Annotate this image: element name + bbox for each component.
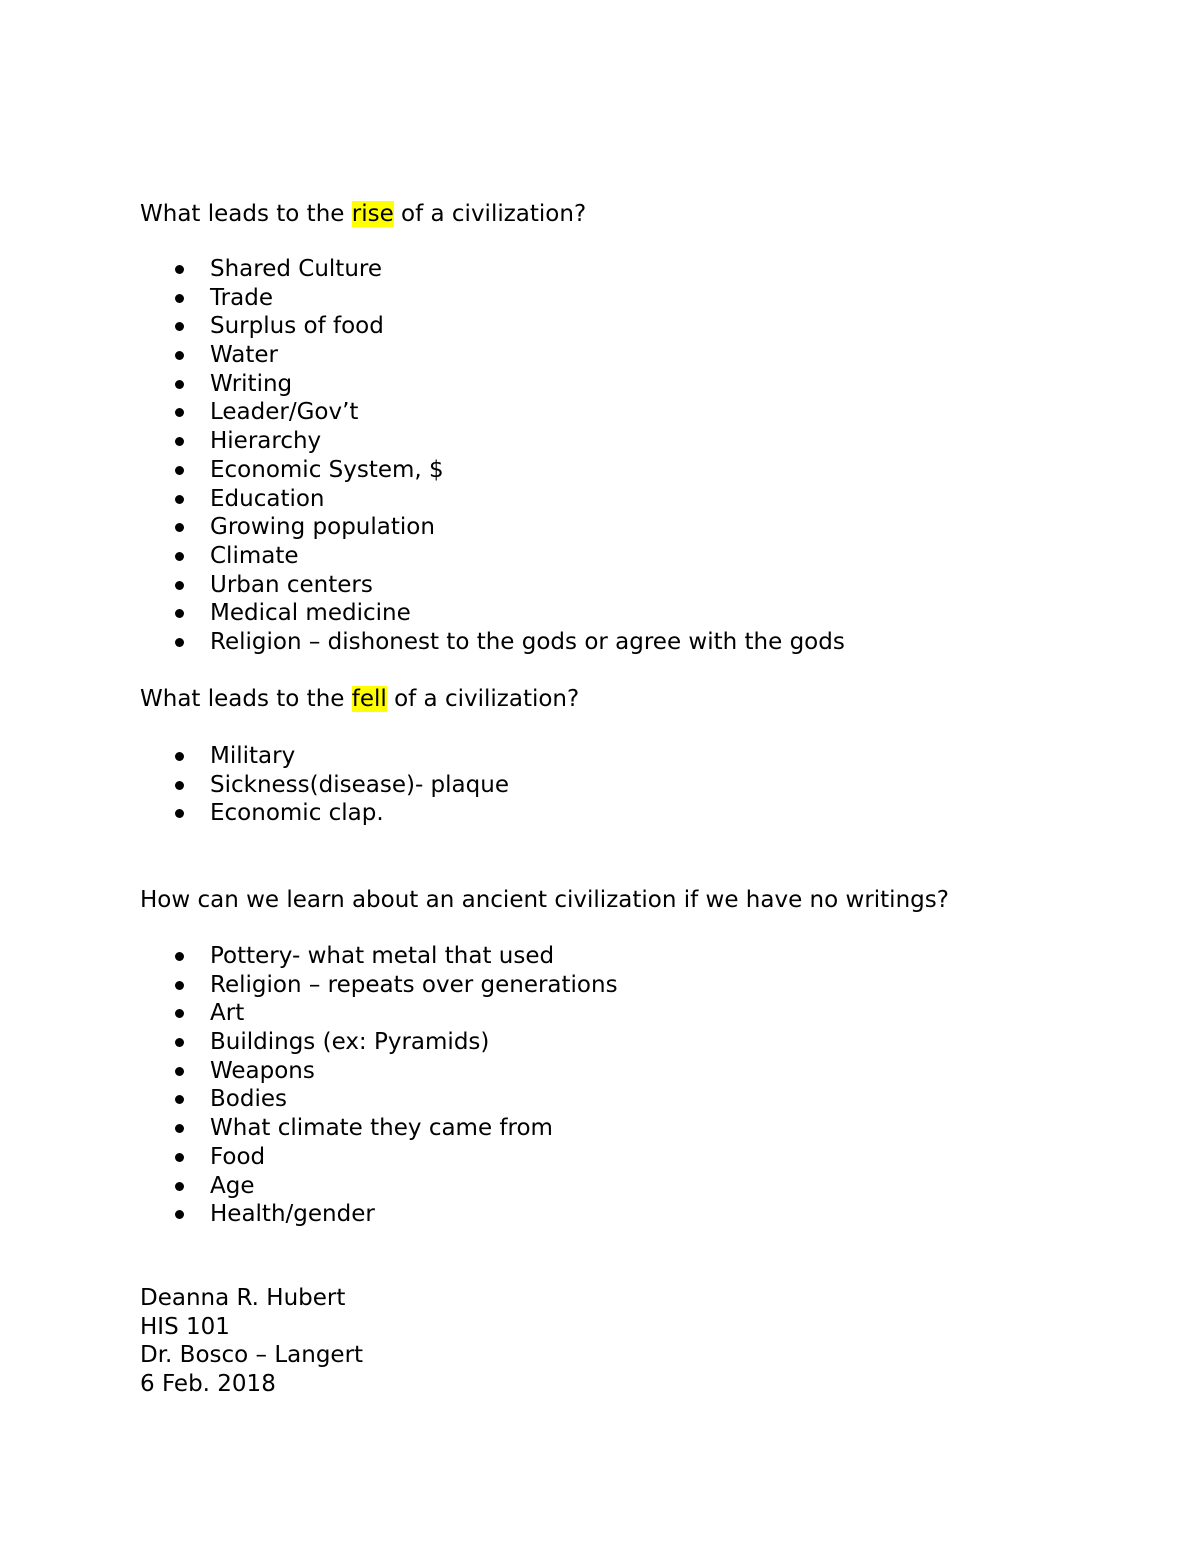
- list-item-text: Religion – repeats over generations: [210, 971, 618, 998]
- bullet-icon: [175, 609, 184, 618]
- rise-question-prefix: What leads to the: [140, 201, 352, 227]
- learn-list: [0, 942, 618, 1229]
- list-item: [0, 1028, 618, 1057]
- instructor-name: Dr. Bosco – Langert: [140, 1342, 364, 1368]
- list-item-text: Surplus of food: [210, 313, 384, 340]
- list-item: [0, 1085, 618, 1114]
- list-item-text: Growing population: [210, 514, 435, 541]
- list-item-text: What climate they came from: [210, 1115, 553, 1142]
- fall-question-prefix: What leads to the: [140, 686, 352, 712]
- list-item-text: Age: [210, 1172, 255, 1199]
- list-item-text: Writing: [210, 370, 293, 397]
- author-name: Deanna R. Hubert: [140, 1285, 346, 1311]
- bullet-icon: [175, 581, 184, 590]
- bullet-icon: [175, 1182, 184, 1191]
- list-item-text: Climate: [210, 542, 299, 569]
- list-item-text: Urban centers: [210, 571, 373, 598]
- bullet-icon: [175, 351, 184, 360]
- rise-list: [0, 255, 845, 657]
- list-item-text: Health/gender: [210, 1201, 375, 1228]
- bullet-icon: [175, 781, 184, 790]
- bullet-icon: [175, 408, 184, 417]
- list-item: [0, 799, 509, 828]
- bullet-icon: [175, 1124, 184, 1133]
- document-date: 6 Feb. 2018: [140, 1370, 276, 1397]
- list-item: [0, 628, 845, 657]
- list-item-text: Hierarchy: [210, 428, 322, 455]
- list-item-text: Shared Culture: [210, 256, 383, 282]
- list-item: [0, 1057, 618, 1086]
- list-item-text: Leader/Gov’t: [210, 399, 359, 426]
- list-item: [0, 571, 845, 600]
- fall-question: [140, 685, 579, 713]
- list-item-text: Art: [210, 1000, 245, 1027]
- rise-highlight: rise: [351, 201, 394, 227]
- list-item: [0, 1143, 618, 1172]
- bullet-icon: [175, 437, 184, 446]
- list-item: [0, 542, 845, 571]
- learn-question: How can we learn about an ancient civilization if we have no writings?: [140, 887, 949, 913]
- list-item: [0, 771, 509, 800]
- list-item: [0, 485, 845, 514]
- list-item-text: Bodies: [210, 1086, 287, 1113]
- list-item: [0, 942, 618, 971]
- bullet-icon: [175, 1038, 184, 1047]
- bullet-icon: [175, 809, 184, 818]
- bullet-icon: [175, 1009, 184, 1018]
- list-item: [0, 971, 618, 1000]
- bullet-icon: [175, 265, 184, 274]
- list-item: [0, 1172, 618, 1201]
- list-item: [0, 1200, 618, 1229]
- bullet-icon: [175, 380, 184, 389]
- bullet-icon: [175, 1095, 184, 1104]
- list-item-text: Pottery- what metal that used: [210, 943, 555, 969]
- course-code: HIS 101: [140, 1313, 230, 1340]
- list-item: [0, 427, 845, 456]
- list-item: [0, 599, 845, 628]
- list-item-text: Education: [210, 485, 325, 512]
- list-item: [0, 255, 845, 284]
- bullet-icon: [175, 638, 184, 647]
- list-item-text: Water: [210, 342, 278, 369]
- list-item-text: Economic clap.: [210, 800, 384, 827]
- list-item: [0, 1114, 618, 1143]
- bullet-icon: [175, 294, 184, 303]
- bullet-icon: [175, 1210, 184, 1219]
- list-item-text: Trade: [210, 284, 273, 311]
- list-item-text: Economic System, $: [210, 456, 444, 483]
- list-item-text: Food: [210, 1143, 266, 1170]
- list-item: [0, 398, 845, 427]
- bullet-icon: [175, 1153, 184, 1162]
- list-item: [0, 312, 845, 341]
- rise-question: [140, 200, 586, 228]
- list-item-text: Sickness(disease)- plaque: [210, 771, 509, 798]
- signature-block: [140, 1284, 363, 1398]
- list-item-text: Religion – dishonest to the gods or agree with the gods: [210, 628, 845, 655]
- list-item: [0, 370, 845, 399]
- list-item: [0, 456, 845, 485]
- bullet-icon: [175, 322, 184, 331]
- list-item-text: Military: [210, 743, 296, 769]
- bullet-icon: [175, 523, 184, 532]
- bullet-icon: [175, 752, 184, 761]
- bullet-icon: [175, 495, 184, 504]
- list-item: [0, 999, 618, 1028]
- bullet-icon: [175, 1067, 184, 1076]
- bullet-icon: [175, 952, 184, 961]
- fall-list: [0, 742, 509, 828]
- list-item-text: Buildings (ex: Pyramids): [210, 1029, 490, 1056]
- fall-question-suffix: of a civilization?: [386, 686, 580, 712]
- bullet-icon: [175, 552, 184, 561]
- list-item: [0, 341, 845, 370]
- list-item: [0, 513, 845, 542]
- fall-highlight: fell: [351, 686, 387, 712]
- list-item: [0, 284, 845, 313]
- bullet-icon: [175, 466, 184, 475]
- list-item: [0, 742, 509, 771]
- rise-question-suffix: of a civilization?: [393, 201, 587, 227]
- list-item-text: Weapons: [210, 1057, 315, 1084]
- list-item-text: Medical medicine: [210, 600, 411, 627]
- bullet-icon: [175, 981, 184, 990]
